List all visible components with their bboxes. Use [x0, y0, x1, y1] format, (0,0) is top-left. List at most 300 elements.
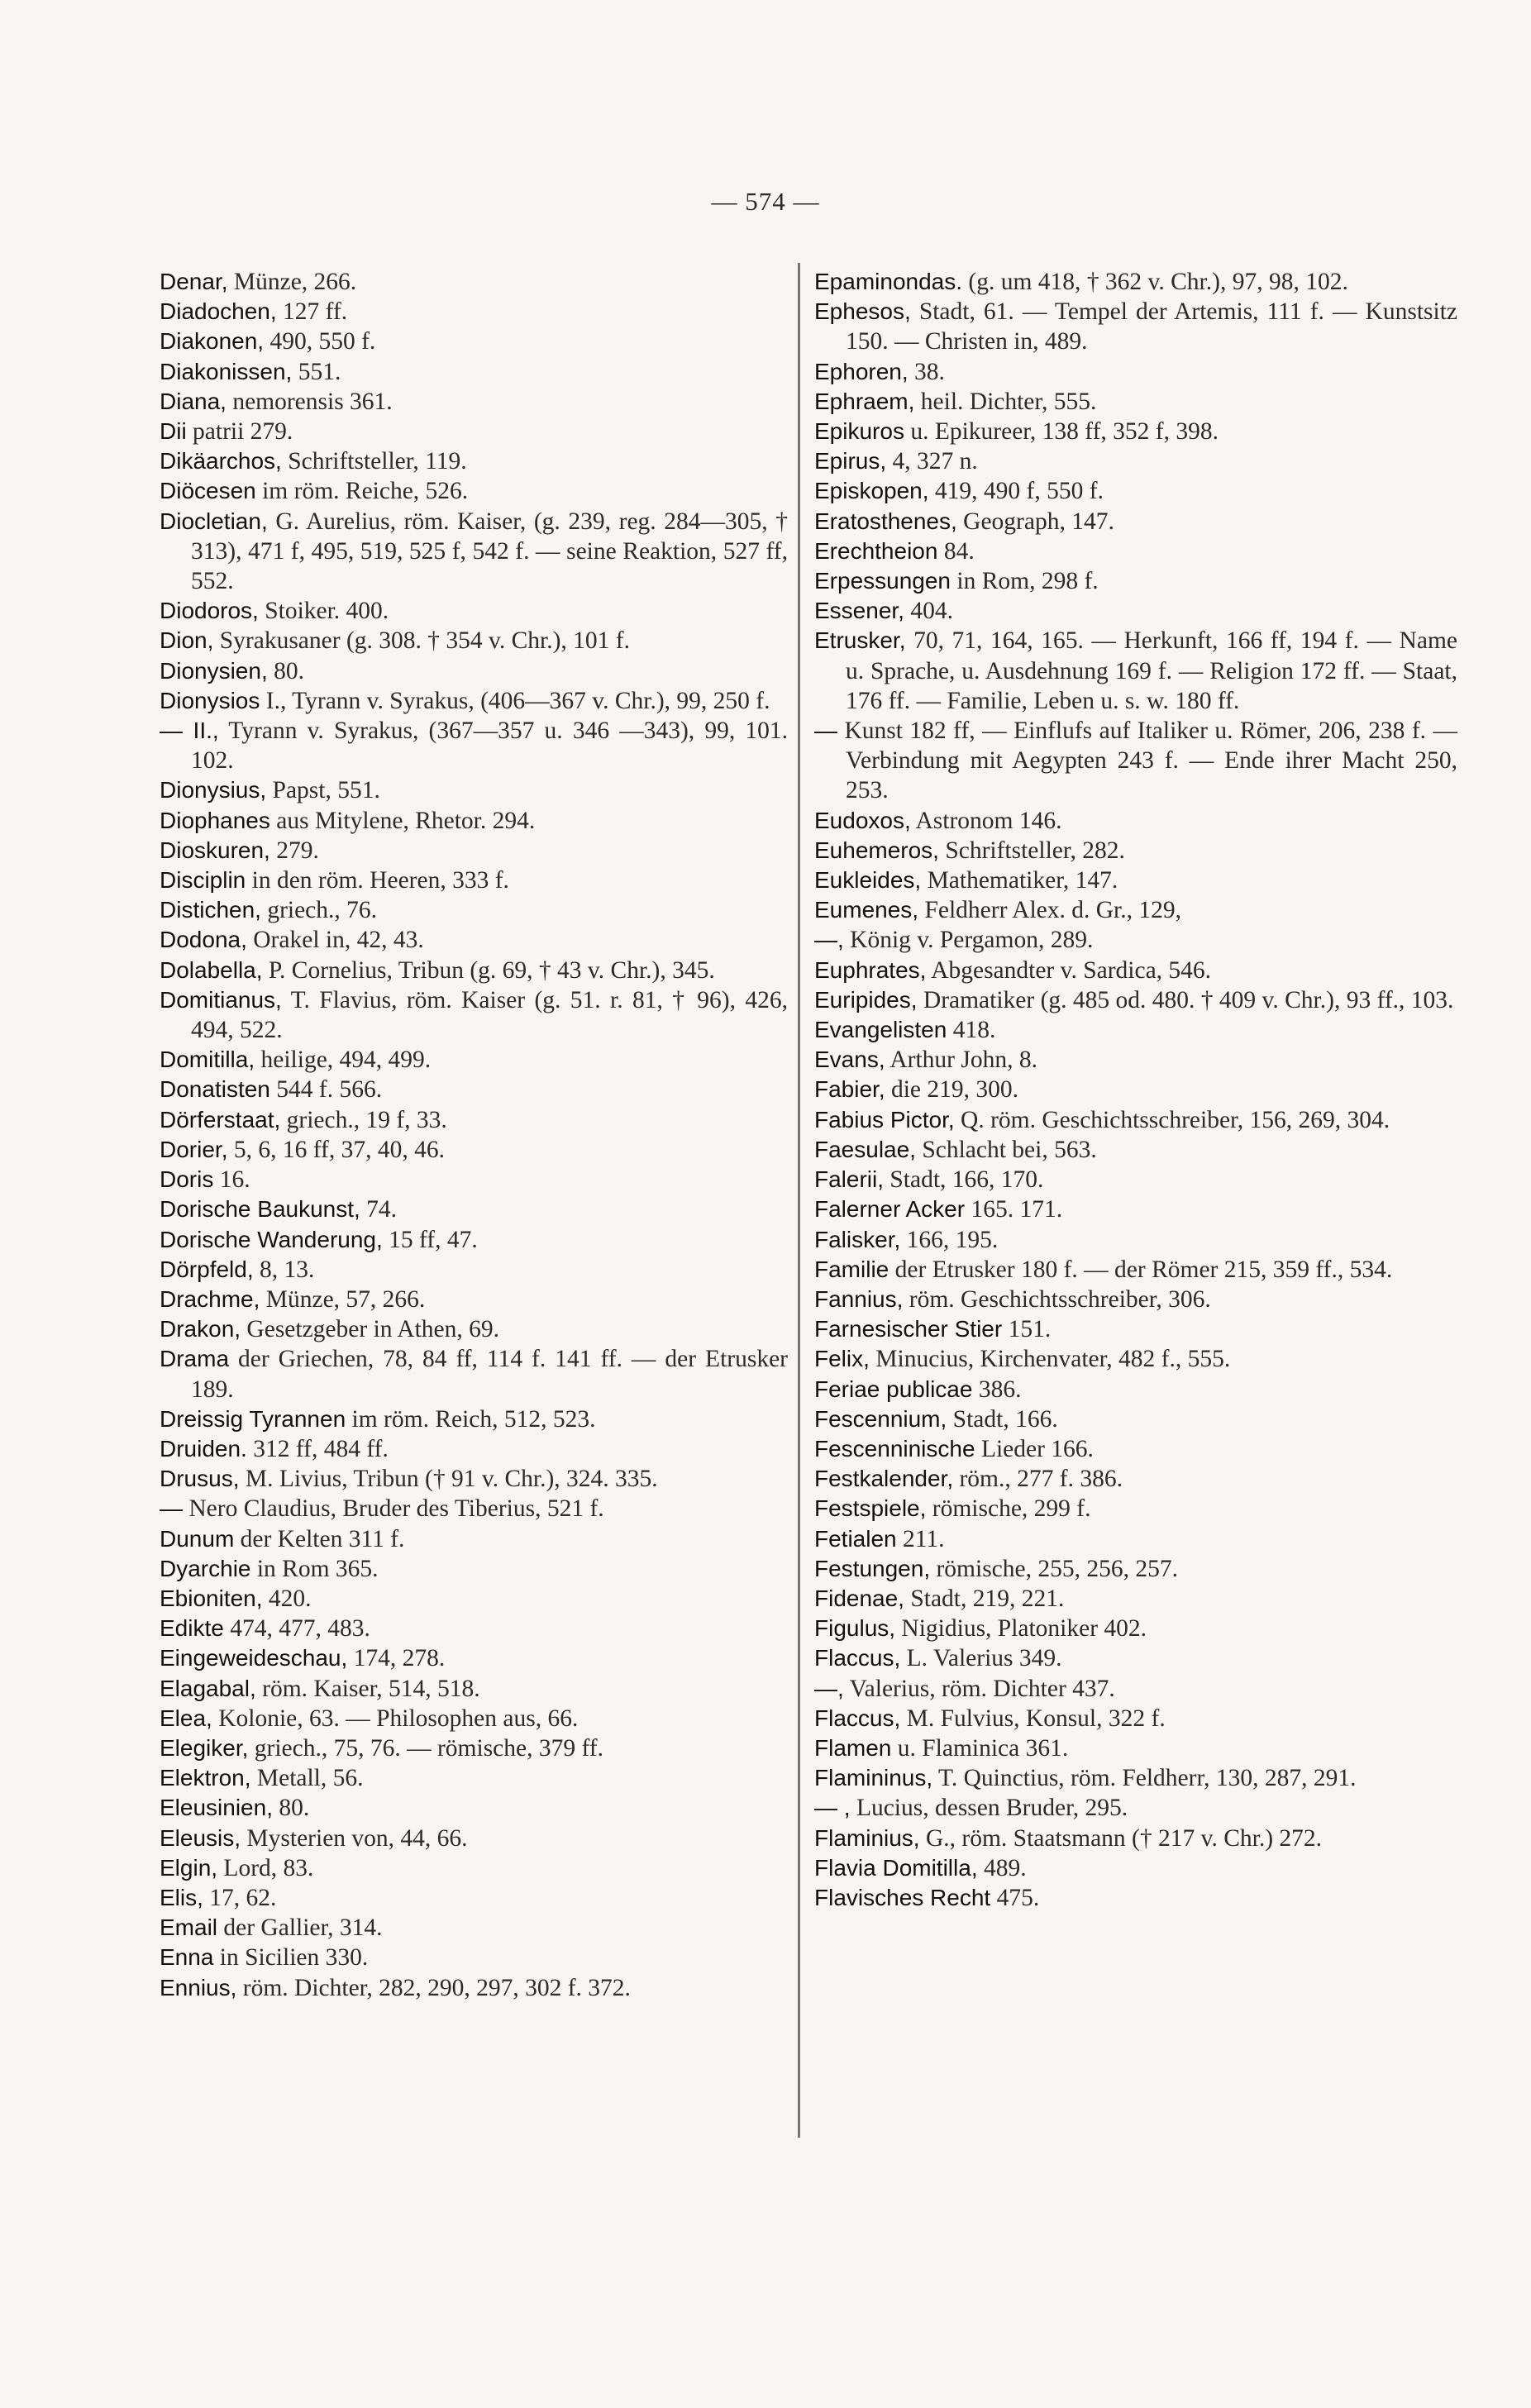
- entry-references: 80.: [267, 657, 304, 684]
- entry-references: in Rom 365.: [250, 1555, 379, 1582]
- entry-references: M. Livius, Tribun († 91 v. Chr.), 324. 335.: [239, 1466, 658, 1493]
- index-entry: [160, 1554, 788, 1584]
- entry-references: T. Flavius, röm. Kaiser (g. 51. r. 81, † 96), 426, 494, 522.: [191, 986, 788, 1044]
- index-entry: [814, 1674, 1457, 1704]
- entry-references: im röm. Reiche, 526.: [255, 478, 469, 505]
- entry-headword: Elis,: [160, 1884, 203, 1910]
- entry-references: Schriftsteller, 282.: [938, 837, 1125, 864]
- index-entry: [160, 895, 788, 925]
- entry-references: 544 f. 566.: [269, 1076, 383, 1104]
- entry-headword: Epikuros: [814, 418, 904, 445]
- entry-references: 166, 195.: [900, 1226, 999, 1253]
- index-entry: [160, 1494, 788, 1523]
- entry-headword: —: [814, 718, 837, 744]
- entry-references: G. Aurelius, röm. Kaiser, (g. 239, reg. 284—305, † 313), 471 f, 495, 519, 525 f, 542 f. — seine Reaktion, 527 ff, 552.: [191, 508, 788, 595]
- entry-headword: Flaccus,: [814, 1705, 901, 1731]
- entry-headword: Dioskuren,: [160, 837, 270, 863]
- entry-headword: Drama: [160, 1346, 230, 1372]
- entry-references: Feldherr Alex. d. Gr., 129,: [918, 897, 1181, 924]
- entry-references: 174, 278.: [347, 1645, 446, 1672]
- index-entry: [160, 1674, 788, 1704]
- entry-references: in den röm. Heeren, 333 f.: [246, 867, 509, 894]
- entry-headword: Erechtheion: [814, 537, 938, 564]
- index-entry: [160, 985, 788, 1045]
- entry-references: G., röm. Staatsmann († 217 v. Chr.) 272.: [919, 1824, 1323, 1852]
- entry-references: 474, 477, 483.: [223, 1615, 370, 1643]
- entry-headword: Drakon,: [160, 1316, 241, 1342]
- page-number: — 574 —: [711, 187, 820, 216]
- entry-headword: Druiden.: [160, 1435, 247, 1461]
- entry-headword: Elgin,: [160, 1854, 218, 1881]
- entry-headword: Flaminius,: [814, 1824, 920, 1851]
- entry-headword: —,: [814, 927, 844, 953]
- entry-references: 38.: [908, 358, 945, 385]
- entry-references: 490, 550 f.: [264, 328, 376, 355]
- index-entry: [814, 1494, 1457, 1523]
- entry-references: heilige, 494, 499.: [255, 1047, 432, 1074]
- entry-headword: Fabier,: [814, 1076, 885, 1103]
- entry-references: Stoiker. 400.: [258, 598, 389, 625]
- index-entry: [160, 1225, 788, 1255]
- index-entry: [814, 985, 1457, 1015]
- entry-references: Geograph, 147.: [956, 508, 1114, 535]
- entry-headword: Epirus,: [814, 448, 887, 474]
- entry-headword: Elea,: [160, 1705, 212, 1731]
- index-entry: [160, 1704, 788, 1733]
- index-entry: [160, 417, 788, 446]
- index-entry: [814, 1344, 1457, 1374]
- entry-headword: Ephoren,: [814, 358, 909, 384]
- entry-references: griech., 19 f, 33.: [280, 1106, 447, 1133]
- entry-headword: Ephraem,: [814, 388, 915, 414]
- entry-references: 420.: [262, 1585, 312, 1612]
- entry-headword: Fabius Pictor,: [814, 1106, 955, 1132]
- index-entry: [814, 417, 1457, 446]
- index-entry: [160, 1733, 788, 1763]
- entry-headword: Fetialen: [814, 1525, 897, 1552]
- entry-headword: Dionysius,: [160, 777, 267, 803]
- entry-headword: Dikäarchos,: [160, 448, 282, 474]
- entry-headword: Email: [160, 1914, 218, 1941]
- index-entry: [160, 1434, 788, 1464]
- entry-references: M. Fulvius, Konsul, 322 f.: [900, 1705, 1166, 1732]
- entry-references: Q. röm. Geschichtsschreiber, 156, 269, 304.: [954, 1106, 1390, 1133]
- entry-references: heil. Dichter, 555.: [914, 388, 1097, 415]
- entry-headword: Felix,: [814, 1346, 870, 1372]
- entry-references: röm. Dichter, 282, 290, 297, 302 f. 372.: [236, 1974, 631, 2001]
- entry-headword: Faesulae,: [814, 1136, 916, 1162]
- entry-references: in Sicilien 330.: [213, 1944, 369, 1972]
- entry-headword: Flamen: [814, 1734, 892, 1761]
- entry-references: griech., 75, 76. — römische, 379 ff.: [248, 1734, 603, 1762]
- entry-headword: Donatisten: [160, 1076, 270, 1103]
- index-entry: [160, 1584, 788, 1614]
- entry-references: röm., 277 f. 386.: [953, 1466, 1123, 1493]
- index-entry: [160, 1853, 788, 1883]
- entry-references: T. Quinctius, röm. Feldherr, 130, 287, 291.: [932, 1765, 1357, 1792]
- index-entry: [160, 1643, 788, 1673]
- entry-headword: Drachme,: [160, 1285, 260, 1312]
- entry-references: Tyrann v. Syrakus, (367—357 u. 346 —343), 99, 101. 102.: [191, 718, 788, 775]
- index-entry: [814, 1793, 1457, 1823]
- index-entry: [814, 387, 1457, 417]
- index-entry: [160, 507, 788, 597]
- entry-references: 165. 171.: [965, 1196, 1063, 1223]
- entry-headword: Dyarchie: [160, 1555, 251, 1581]
- index-entry: [160, 1824, 788, 1853]
- entry-references: 151.: [1002, 1316, 1052, 1343]
- entry-headword: Diophanes: [160, 807, 270, 833]
- entry-headword: Diadochen,: [160, 298, 277, 325]
- index-entry: [814, 1614, 1457, 1643]
- entry-headword: Ephesos,: [814, 298, 911, 325]
- index-entry: [814, 1314, 1457, 1344]
- entry-references: Astronom 146.: [910, 807, 1062, 834]
- entry-headword: Euhemeros,: [814, 837, 939, 863]
- entry-references: der Etrusker 180 f. — der Römer 215, 359 ff., 534.: [889, 1256, 1393, 1283]
- index-entry: [160, 1464, 788, 1494]
- index-entry: [814, 1194, 1457, 1224]
- entry-references: Metall, 56.: [250, 1765, 364, 1792]
- entry-headword: Dreissig Tyrannen: [160, 1405, 346, 1432]
- entry-headword: Epaminondas.: [814, 269, 963, 294]
- entry-headword: Doris: [160, 1166, 214, 1193]
- entry-headword: Evangelisten: [814, 1017, 947, 1043]
- index-entry: [814, 566, 1457, 596]
- index-entry: [160, 446, 788, 476]
- index-entry: [160, 1194, 788, 1224]
- entry-headword: Dorier,: [160, 1136, 228, 1162]
- entry-references: röm. Geschichtsschreiber, 306.: [903, 1285, 1211, 1313]
- index-entry: [814, 267, 1457, 297]
- index-entry: [160, 1404, 788, 1434]
- index-entry: [160, 716, 788, 775]
- index-entry: [814, 1704, 1457, 1733]
- index-entry: [814, 1135, 1457, 1165]
- index-entry: [814, 1255, 1457, 1285]
- entry-headword: Domitianus,: [160, 986, 282, 1013]
- entry-references: 4, 327 n.: [886, 448, 978, 475]
- entry-headword: Eukleides,: [814, 867, 922, 894]
- index-entry: [160, 1913, 788, 1943]
- index-entry: [814, 925, 1457, 955]
- index-entry: [160, 1045, 788, 1075]
- entry-headword: Elagabal,: [160, 1675, 256, 1701]
- index-entry: [814, 1554, 1457, 1584]
- entry-references: Lieder 166.: [975, 1435, 1094, 1462]
- index-entry: [814, 956, 1457, 985]
- index-entry: [814, 626, 1457, 716]
- index-entry: [814, 536, 1457, 566]
- index-entry: [814, 446, 1457, 476]
- index-entry: [814, 507, 1457, 536]
- entry-headword: Etrusker,: [814, 627, 906, 654]
- index-entry: [160, 925, 788, 955]
- entry-headword: Essener,: [814, 598, 904, 624]
- entry-headword: Eratosthenes,: [814, 508, 957, 534]
- entry-headword: Episkopen,: [814, 478, 929, 504]
- entry-headword: Eudoxos,: [814, 807, 911, 833]
- index-entry: [160, 1614, 788, 1643]
- entry-references: die 219, 300.: [885, 1076, 1019, 1104]
- entry-headword: Ebioniten,: [160, 1585, 263, 1611]
- entry-references: Stadt, 61. — Tempel der Artemis, 111 f. — Kunstsitz 150. — Christen in, 489.: [846, 298, 1457, 355]
- entry-headword: Dörpfeld,: [160, 1256, 254, 1282]
- entry-headword: Falerii,: [814, 1166, 885, 1193]
- entry-references: römische, 255, 256, 257.: [930, 1555, 1178, 1582]
- index-entry: [814, 1584, 1457, 1614]
- index-entry: [160, 656, 788, 686]
- index-entry: [160, 1344, 788, 1404]
- index-entry: [814, 1643, 1457, 1673]
- entry-headword: Elegiker,: [160, 1734, 249, 1761]
- index-entry: [160, 1285, 788, 1314]
- entry-headword: Disciplin: [160, 867, 246, 894]
- index-entry: [814, 1733, 1457, 1763]
- entry-references: der Kelten 311 f.: [234, 1525, 405, 1552]
- index-entry: [814, 1824, 1457, 1853]
- index-entry: [814, 1464, 1457, 1494]
- entry-references: Papst, 551.: [266, 777, 380, 804]
- entry-references: Mathematiker, 147.: [921, 867, 1118, 894]
- entry-references: Nigidius, Platoniker 402.: [895, 1615, 1147, 1643]
- entry-references: Lord, 83.: [217, 1854, 314, 1881]
- index-entry: [814, 1105, 1457, 1135]
- entry-references: in Rom, 298 f.: [951, 568, 1099, 595]
- index-entry: [160, 1105, 788, 1135]
- entry-references: u. Flaminica 361.: [891, 1734, 1069, 1762]
- entry-references: Nero Claudius, Bruder des Tiberius, 521 f.: [183, 1495, 604, 1523]
- entry-references: P. Cornelius, Tribun (g. 69, † 43 v. Chr.), 345.: [262, 956, 715, 984]
- entry-headword: Flaccus,: [814, 1645, 901, 1671]
- index-entry: [160, 836, 788, 865]
- entry-references: 80.: [272, 1795, 310, 1822]
- entry-headword: Dorische Wanderung,: [160, 1226, 383, 1252]
- entry-references: aus Mitylene, Rhetor. 294.: [269, 807, 536, 834]
- entry-references: Minucius, Kirchenvater, 482 f., 555.: [869, 1346, 1231, 1373]
- entry-references: König v. Pergamon, 289.: [843, 927, 1094, 954]
- entry-references: nemorensis 361.: [226, 388, 393, 415]
- index-entry: [814, 476, 1457, 506]
- entry-headword: Diakonen,: [160, 328, 265, 355]
- index-entry: [160, 1255, 788, 1285]
- entry-headword: Euripides,: [814, 986, 918, 1013]
- index-entry: [160, 806, 788, 836]
- entry-headword: Fescennium,: [814, 1405, 947, 1432]
- index-entry: [814, 806, 1457, 836]
- entry-headword: Dolabella,: [160, 956, 263, 983]
- entry-references: Schlacht bei, 563.: [915, 1136, 1097, 1163]
- entry-headword: Feriae publicae: [814, 1376, 973, 1402]
- entry-headword: Dörferstaat,: [160, 1106, 281, 1132]
- entry-headword: Dionysios: [160, 687, 260, 713]
- entry-references: 127 ff.: [276, 298, 348, 326]
- entry-references: 386.: [972, 1376, 1022, 1403]
- entry-headword: Dodona,: [160, 927, 247, 953]
- entry-references: Valerius, röm. Dichter 437.: [843, 1675, 1115, 1702]
- index-entry: [814, 596, 1457, 626]
- entry-headword: Diöcesen: [160, 478, 256, 504]
- entry-references: Abgesandter v. Sardica, 546.: [926, 956, 1212, 984]
- index-entry: [160, 267, 788, 297]
- entry-references: Stadt, 166.: [947, 1405, 1058, 1433]
- index-entry: [160, 956, 788, 985]
- entry-headword: Fescenninische: [814, 1435, 975, 1461]
- index-entry: [160, 357, 788, 387]
- index-entry: [160, 1973, 788, 2003]
- index-entry: [814, 1075, 1457, 1104]
- index-entry: [160, 1763, 788, 1793]
- index-entry: [814, 1853, 1457, 1883]
- entry-headword: Eleusis,: [160, 1824, 241, 1851]
- entry-references: Lucius, dessen Bruder, 295.: [850, 1795, 1128, 1822]
- index-entry: [160, 775, 788, 805]
- entry-references: Syrakusaner (g. 308. † 354 v. Chr.), 101 f.: [213, 627, 630, 655]
- entry-references: 84.: [937, 537, 975, 565]
- index-entry: [160, 1524, 788, 1554]
- entry-headword: Domitilla,: [160, 1047, 255, 1073]
- entry-headword: Dionysien,: [160, 657, 268, 684]
- entry-headword: — ,: [814, 1795, 851, 1821]
- index-entry: [814, 716, 1457, 806]
- entry-headword: Distichen,: [160, 897, 261, 923]
- index-entry: [814, 357, 1457, 387]
- entry-headword: Festungen,: [814, 1555, 931, 1581]
- entry-headword: Dorische Baukunst,: [160, 1196, 360, 1223]
- entry-headword: Flamininus,: [814, 1765, 933, 1791]
- index-entry: [160, 476, 788, 506]
- entry-references: röm. Kaiser, 514, 518.: [255, 1675, 480, 1702]
- entry-headword: Farnesischer Stier: [814, 1316, 1003, 1342]
- entry-headword: Diana,: [160, 388, 227, 414]
- index-entry: [160, 1165, 788, 1194]
- index-column-right: [814, 267, 1457, 1913]
- index-entry: [814, 1763, 1457, 1793]
- index-entry: [160, 626, 788, 656]
- entry-headword: Falerner Acker: [814, 1196, 966, 1223]
- entry-references: 17, 62.: [203, 1884, 277, 1911]
- column-divider: [798, 263, 800, 2138]
- entry-references: 15 ff, 47.: [382, 1226, 478, 1253]
- entry-references: griech., 76.: [260, 897, 378, 924]
- entry-headword: Diodoros,: [160, 598, 259, 624]
- entry-references: 8, 13.: [253, 1256, 315, 1283]
- entry-references: Stadt, 166, 170.: [884, 1166, 1044, 1194]
- entry-references: I., Tyrann v. Syrakus, (406—367 v. Chr.), 99, 250 f.: [260, 687, 770, 714]
- entry-references: 475.: [990, 1884, 1040, 1911]
- index-entry: [814, 1045, 1457, 1075]
- entry-headword: Edikte: [160, 1615, 224, 1642]
- entry-references: patrii 279.: [186, 418, 293, 446]
- entry-headword: Dii: [160, 418, 187, 445]
- entry-headword: —,: [814, 1675, 844, 1701]
- entry-references: Münze, 266.: [227, 269, 357, 295]
- entry-references: 312 ff, 484 ff.: [246, 1435, 389, 1462]
- entry-headword: Flavisches Recht: [814, 1884, 991, 1910]
- index-entry: [160, 1883, 788, 1913]
- entry-references: Kolonie, 63. — Philosophen aus, 66.: [212, 1705, 579, 1732]
- entry-headword: Falisker,: [814, 1226, 901, 1252]
- index-entry: [160, 327, 788, 356]
- entry-references: Kunst 182 ff, — Einflufs auf Italiker u. Römer, 206, 238 f. — Verbindung mit Aegypten 243 f. — Ende ihrer Macht 250, 253.: [837, 718, 1457, 804]
- entry-references: 418.: [947, 1017, 996, 1044]
- entry-headword: Flavia Domitilla,: [814, 1854, 978, 1881]
- entry-references: Dramatiker (g. 485 od. 480. † 409 v. Chr.), 93 ff., 103.: [917, 986, 1454, 1013]
- index-entry: [160, 865, 788, 895]
- entry-references: 70, 71, 164, 165. — Herkunft, 166 ff, 194 f. — Name u. Sprache, u. Ausdehnung 169 f. — Religion 172 ff. — Staat, 176 ff. — Familie, Leben u. s. w. 180 ff.: [846, 627, 1457, 714]
- index-entry: [814, 297, 1457, 356]
- index-entry: [160, 596, 788, 626]
- entry-headword: —: [160, 1495, 183, 1522]
- entry-references: 551.: [292, 358, 341, 385]
- index-entry: [160, 1793, 788, 1823]
- index-entry: [814, 1404, 1457, 1434]
- entry-headword: Erpessungen: [814, 568, 952, 594]
- index-entry: [814, 1524, 1457, 1554]
- entry-references: Arthur John, 8.: [885, 1047, 1037, 1074]
- entry-references: Mysterien von, 44, 66.: [241, 1824, 468, 1852]
- entry-references: u. Epikureer, 138 ff, 352 f, 398.: [904, 418, 1219, 446]
- entry-headword: Eumenes,: [814, 897, 919, 923]
- entry-headword: Elektron,: [160, 1765, 251, 1791]
- entry-references: 5, 6, 16 ff, 37, 40, 46.: [227, 1136, 445, 1163]
- entry-headword: Eingeweideschau,: [160, 1645, 348, 1671]
- entry-references: 404.: [904, 598, 953, 625]
- entry-headword: Familie: [814, 1256, 890, 1282]
- entry-headword: Festkalender,: [814, 1466, 954, 1492]
- entry-references: Orakel in, 42, 43.: [246, 927, 424, 954]
- entry-references: der Gallier, 314.: [217, 1914, 383, 1942]
- index-entry: [814, 895, 1457, 925]
- entry-headword: Ennius,: [160, 1974, 237, 2000]
- entry-headword: Dunum: [160, 1525, 235, 1552]
- index-entry: [814, 1883, 1457, 1913]
- entry-references: 74.: [360, 1196, 398, 1223]
- entry-references: Gesetzgeber in Athen, 69.: [241, 1316, 499, 1343]
- entry-references: 419, 490 f, 550 f.: [928, 478, 1104, 505]
- entry-headword: Evans,: [814, 1047, 885, 1073]
- entry-headword: Drusus,: [160, 1466, 240, 1492]
- entry-references: Münze, 57, 266.: [260, 1285, 426, 1313]
- entry-headword: Diakonissen,: [160, 358, 293, 384]
- index-entry: [160, 297, 788, 327]
- index-entry: [814, 1434, 1457, 1464]
- index-entry: [814, 1165, 1457, 1194]
- entry-references: 211.: [896, 1525, 945, 1552]
- entry-headword: Fidenae,: [814, 1585, 904, 1611]
- index-column-left: [160, 267, 788, 2003]
- entry-headword: Festspiele,: [814, 1495, 927, 1522]
- entry-headword: Dion,: [160, 627, 214, 654]
- entry-references: 489.: [977, 1854, 1027, 1881]
- index-entry: [160, 387, 788, 417]
- entry-headword: Fannius,: [814, 1285, 904, 1312]
- entry-references: im röm. Reich, 512, 523.: [346, 1405, 596, 1433]
- entry-headword: Eleusinien,: [160, 1795, 273, 1821]
- entry-headword: Diocletian,: [160, 508, 268, 534]
- entry-references: Stadt, 219, 221.: [904, 1585, 1065, 1612]
- index-entry: [814, 865, 1457, 895]
- entry-headword: — II.,: [160, 718, 219, 744]
- entry-references: (g. um 418, † 362 v. Chr.), 97, 98, 102.: [962, 269, 1348, 295]
- index-entry: [814, 1375, 1457, 1404]
- index-entry: [814, 1015, 1457, 1045]
- entry-references: Schriftsteller, 119.: [281, 448, 467, 475]
- index-entry: [814, 1225, 1457, 1255]
- index-entry: [160, 1135, 788, 1165]
- index-entry: [160, 1075, 788, 1104]
- entry-references: L. Valerius 349.: [900, 1645, 1062, 1672]
